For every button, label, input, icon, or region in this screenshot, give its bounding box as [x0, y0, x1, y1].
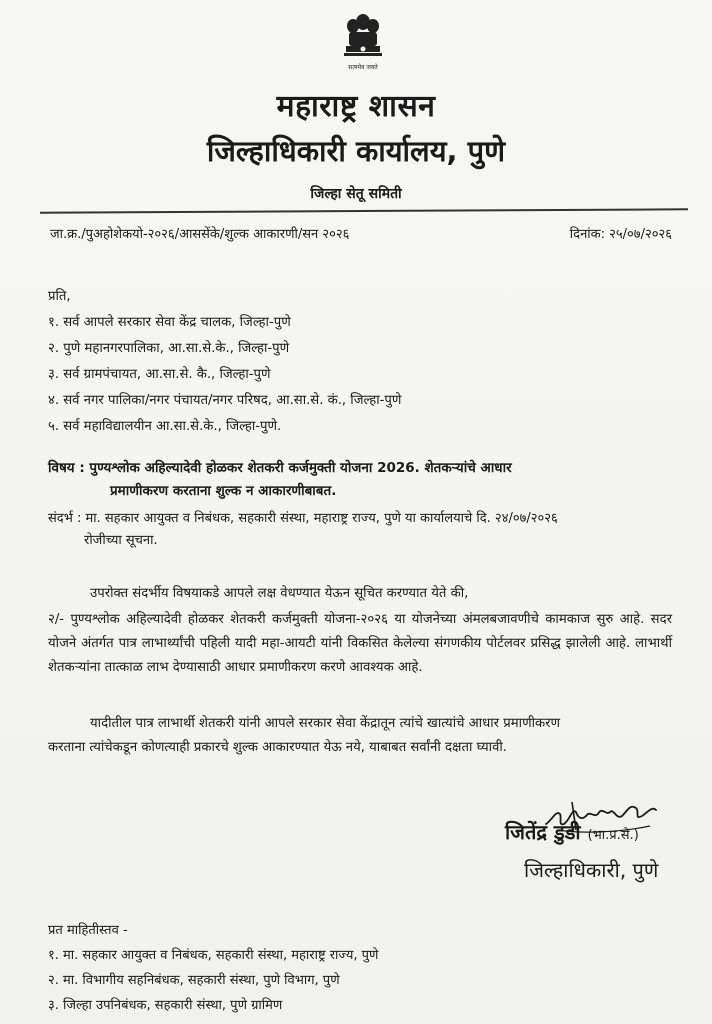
copy-to-block: [48, 918, 672, 1018]
list-item: ३. सर्व ग्रामपंचायत, आ.सा.से. कै., जिल्हा-पुणे: [48, 367, 271, 382]
paragraph-scheme: २/- पुण्यश्लोक अहिल्यादेवी होळकर शेतकरी कर्जमुक्ती योजना-२०२६ या योजनेच्या अंमलबजावणीचे कामकाज सुरु आहे. सदर योजने अंतर्गत पात्र लाभार्थ्यांची पहिली यादी महा-आयटी यांनी विकसित केलेल्या संगणकीय पोर्टलवर प्रसिद्ध झालेली आहे. लाभार्थी शेतकऱ्यांना तात्काळ लाभ देण्यासाठी आधार प्रमाणीकरण करणे आवश्यक आहे.: [48, 612, 672, 675]
reference-line: [50, 224, 672, 242]
copy-to-list: [48, 943, 672, 1018]
paragraph-intro: उपरोक्त संदर्भीय विषयाकडे आपले लक्ष वेधण्यात येऊन सूचित करण्यात येते की,: [90, 586, 469, 601]
government-title: महाराष्ट्र शासन: [276, 89, 436, 124]
list-item: ५. सर्व महाविद्यालयीन आ.सा.से.के., जिल्हा-पुणे.: [48, 419, 282, 434]
signatory-name-text: जितेंद्र डुडी: [505, 820, 581, 844]
recipients-prati: प्रति,: [48, 289, 71, 304]
subject-line-1: विषय : पुण्यश्लोक अहिल्यादेवी होळकर शेतकरी कर्जमुक्ती योजना 2026. शेतकऱ्यांचे आधार: [48, 460, 512, 476]
paragraph-instruction: [48, 712, 672, 760]
paragraph-instruction-line-2: करताना त्यांचेकडून कोणत्याही प्रकारचे शुल्क आकारण्यात येऊ नये, याबाबत सर्वांनी दक्षता घ्यावी.: [48, 740, 507, 755]
office-title: जिल्हाधिकारी कार्यालय, पुणे: [206, 134, 506, 168]
list-item: ४. सर्व नगर पालिका/नगर पंचायत/नगर परिषद, आ.सा.से. कं., जिल्हा-पुणे: [48, 393, 402, 408]
header-divider: [40, 208, 688, 213]
recipients-list: [48, 310, 672, 440]
list-item: ३. जिल्हा उपनिबंधक, सहकारी संस्था, पुणे ग्रामिण: [48, 998, 283, 1013]
national-emblem-icon: [341, 12, 385, 74]
copy-to-heading: प्रत माहितीस्तव -: [48, 923, 128, 938]
subject-line-2: प्रमाणीकरण करताना शुल्क न आकारणीबाबत.: [110, 483, 337, 499]
recipients-block: [48, 284, 672, 440]
list-item: १. सर्व आपले सरकार सेवा केंद्र चालक, जिल्हा-पुणे: [48, 315, 291, 330]
signatory-name: [505, 818, 639, 845]
reference-line-2: रोजीच्या सूचना.: [84, 533, 158, 548]
svg-text:सत्यमेव जयते: सत्यमेव जयते: [348, 64, 378, 71]
committee-title: जिल्हा सेतू समिती: [310, 186, 402, 202]
letter-date: दिनांक: २५/०७/२०२६: [569, 227, 672, 242]
reference-number: जा.क्र./पुअहोशेकयो-२०२६/आससेंके/शुल्क आकारणी/सन २०२६: [50, 227, 350, 242]
list-item: २. पुणे महानगरपालिका, आ.सा.से.के., जिल्हा-पुणे: [48, 341, 290, 356]
reference-block: [48, 508, 672, 552]
paragraph-instruction-line-1: यादीतील पात्र लाभार्थी शेतकरी यांनी आपले सरकार सेवा केंद्रातून त्यांचे खात्यांचे आधार प्रमाणीकरण: [90, 716, 561, 731]
list-item: १. मा. सहकार आयुक्त व निबंधक, सहकारी संस्था, महाराष्ट्र राज्य, पुणे: [48, 948, 379, 963]
list-item: २. मा. विभागीय सहनिबंधक, सहकारी संस्था, पुणे विभाग, पुणे: [48, 973, 340, 988]
signatory-suffix: (भा.प्र.से.): [587, 828, 639, 843]
reference-line-1: संदर्भ : मा. सहकार आयुक्त व निबंधक, सहकारी संस्था, महाराष्ट्र राज्य, पुणे या कार्यालयाचे दि. २४/०७/२०२६: [48, 511, 558, 526]
signatory-title: जिल्हाधिकारी, पुणे: [524, 858, 659, 882]
subject-block: [48, 457, 672, 503]
